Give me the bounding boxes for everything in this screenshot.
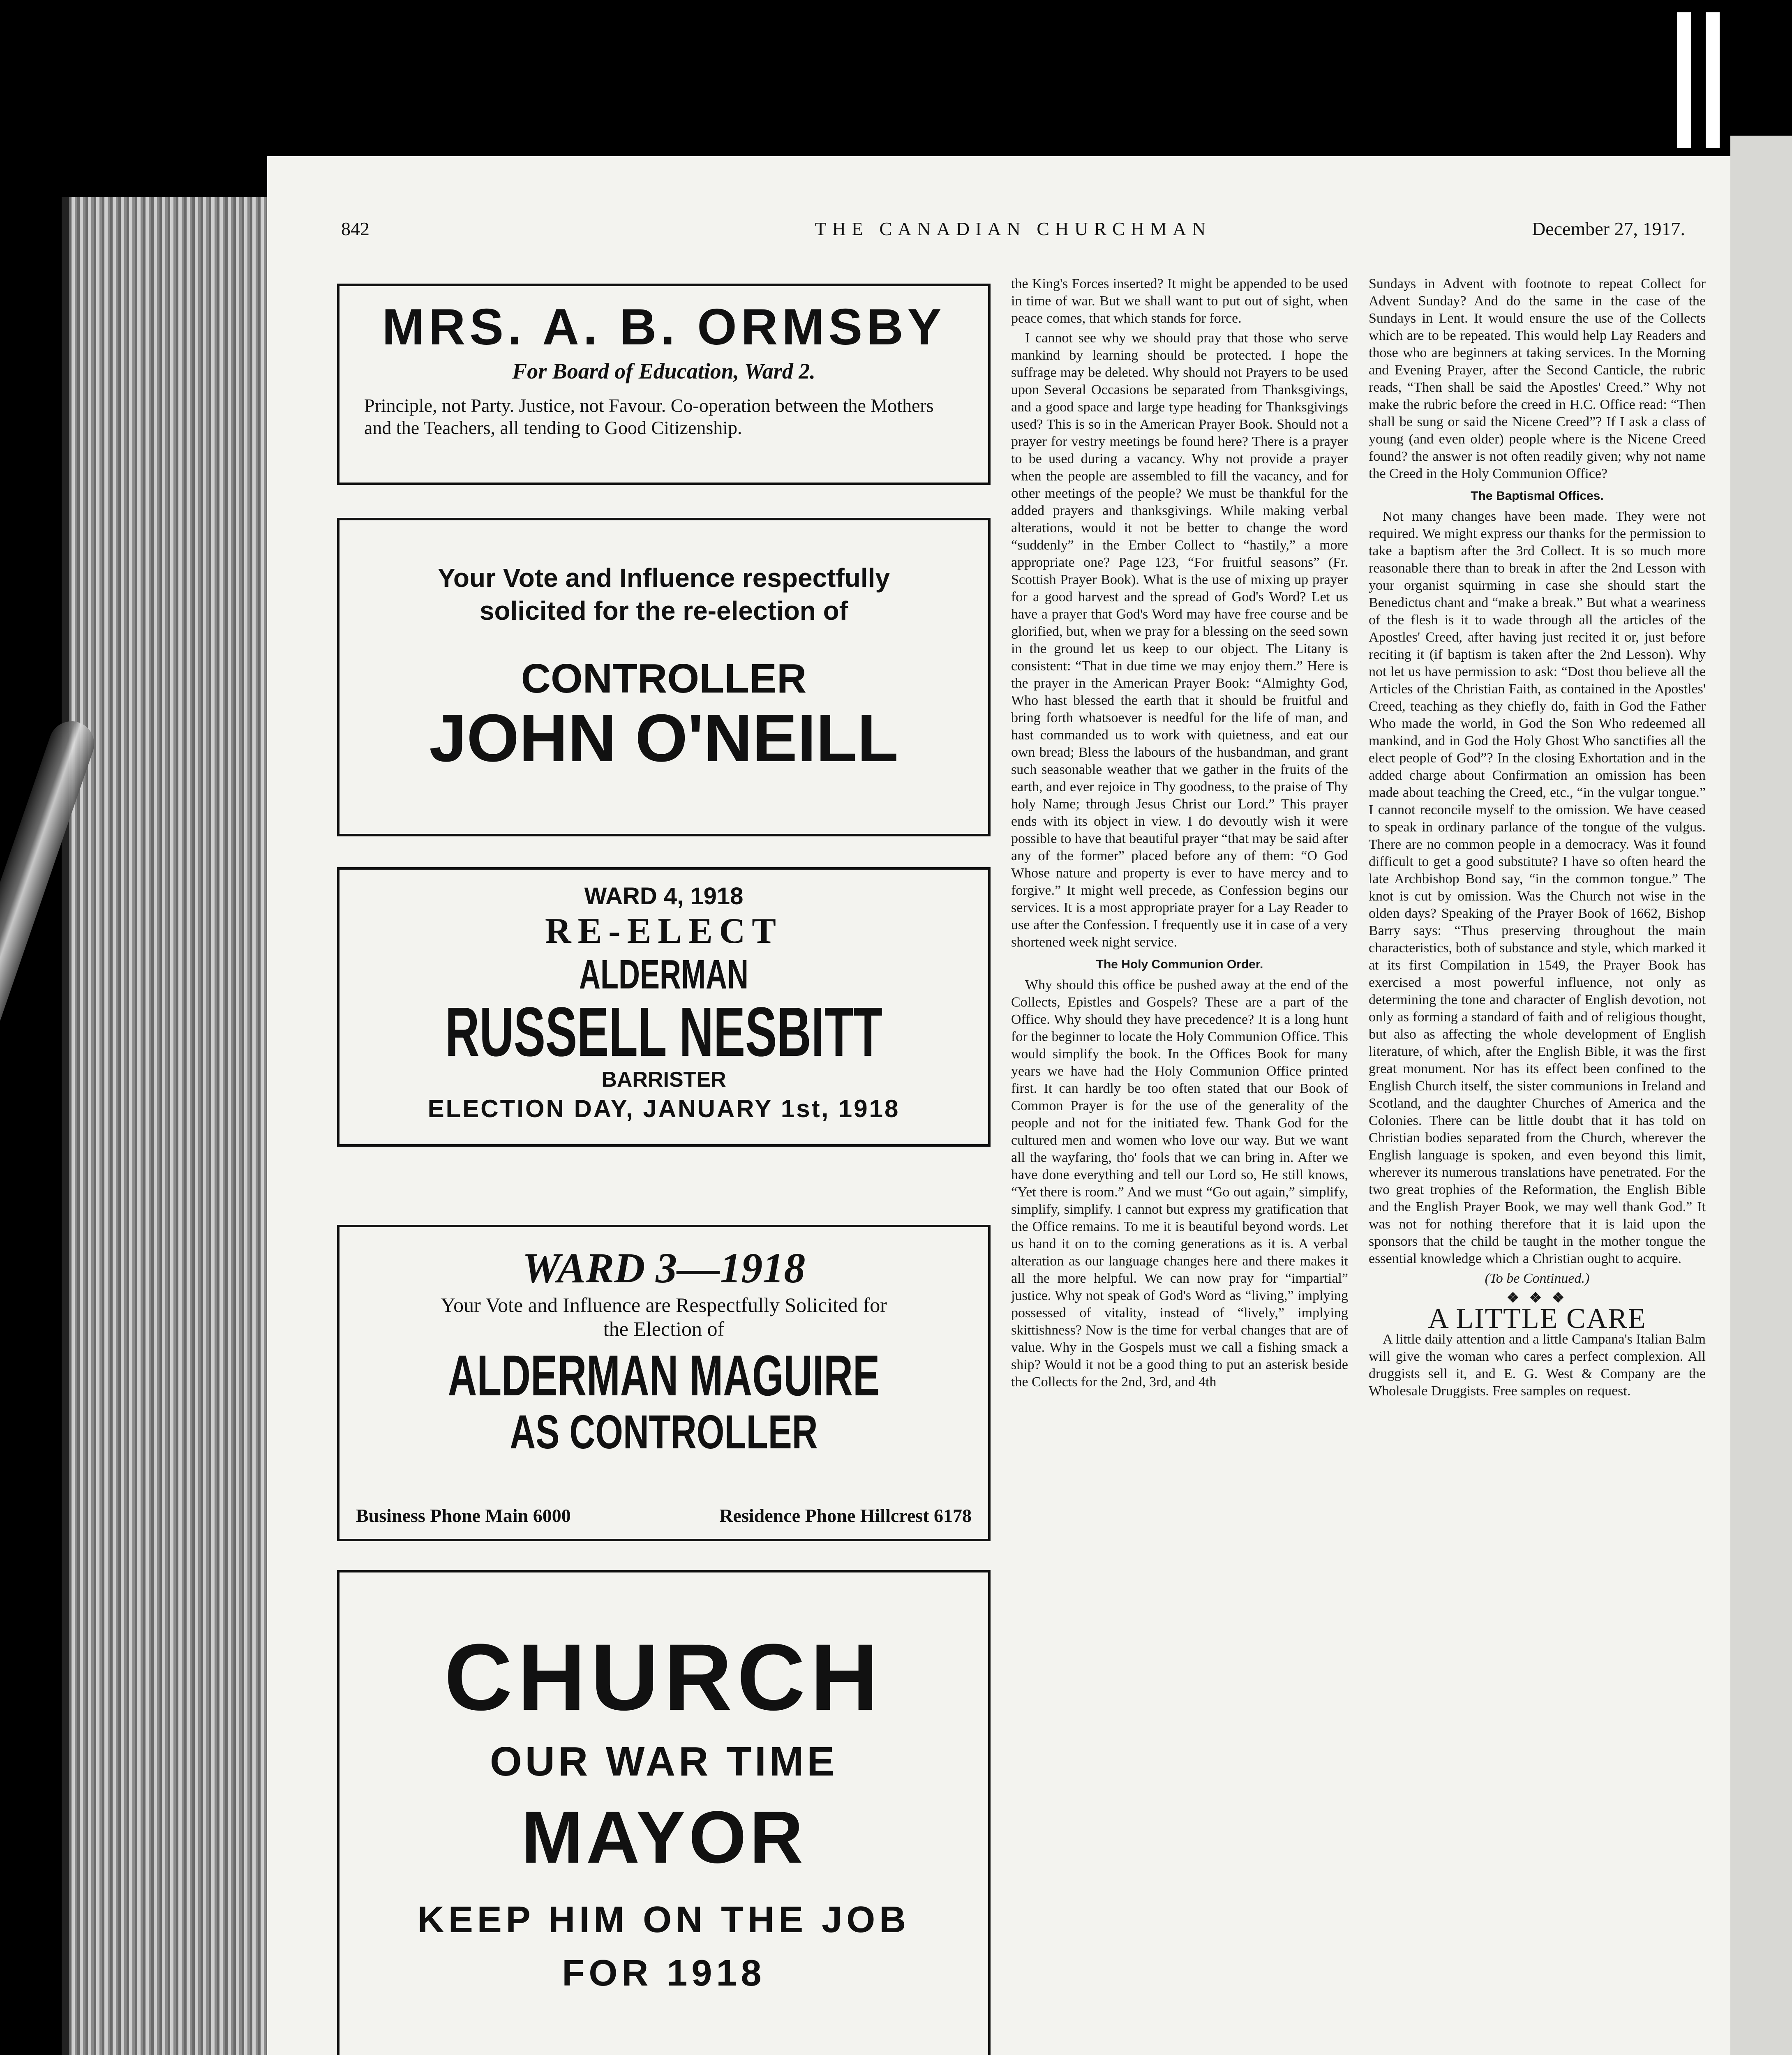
ad-ormsby-name: MRS. A. B. ORMSBY (382, 299, 946, 356)
scanner-bar (1706, 12, 1720, 148)
book-page-edges (62, 197, 275, 2055)
ad-maguire-line1: Your Vote and Influence are Respectfully Solicited for (441, 1293, 887, 1316)
ad-nesbitt-name: RUSSELL NESBITT (445, 993, 883, 1071)
issue-date: December 27, 1917. (1532, 218, 1685, 239)
article-column-2 (1369, 275, 1706, 1402)
page-number: 842 (341, 218, 369, 239)
article-col2-heading: The Baptismal Offices. (1471, 489, 1604, 503)
ad-maguire-line2: the Election of (603, 1317, 725, 1340)
ad-maguire-office: AS CONTROLLER (510, 1405, 818, 1459)
ad-maguire-residence-phone: Residence Phone Hillcrest 6178 (719, 1505, 972, 1526)
ad-oneill-line1: Your Vote and Influence respectfully (437, 563, 890, 593)
article-col1-p3: Why should this office be pushed away at the end of the Collects, Epistles and Gospels? These are a part of the Office. Why should they have precedence? It is a long hunt for the beginner to locate the Holy Communion Office. This would simplify the book. In the Offices Book for many years we have had the Holy Communion Office printed first. It can hardly be too often stated that our Book of Common Prayer is for the use of the generality of the people and not for the initiated few. Thank God for the cultured men and women who love our way. But we want all the wayfaring, tho' fools that we can bring in. After we have done everything and tell our Lord so, He still knows, “Yet there is room.” And we must “Go out again,” simplify, simplify, simplify. I cannot but express my gratification that the Office remains. To me it is beautiful beyond words. Let us hand it on to the coming generations as it is. A verbal alteration as our language changes here and there makes it all the more helpful. We can now pray for “impartial” justice. Why not speak of God's Word as “living,” implying possessed of vitality, instead of “lively,” implying skittishness? Now is the time for verbal changes that are of value. Why in the Gospels must we call a fishing smack a ship? Would it not be a good thing to put an asterisk beside the Collects for the 2nd, 3rd, and 4th (1011, 977, 1348, 1390)
ad-nesbitt-ward: WARD 4, 1918 (584, 883, 744, 910)
ad-church-line1: OUR WAR TIME (490, 1739, 838, 1785)
article-col2-p1: Sundays in Advent with footnote to repeat Collect for Advent Sunday? And do the same in the case of the Sundays in Lent. It would ensure the use of the Collects which are to be repeated. This would help Lay Readers and those who are beginners at taking services. In the Morning and Evening Prayer, after the Second Canticle, the rubric reads, “Then shall be said the Apostles' Creed.” Why not make the rubric before the creed in H.C. Office read: “Then shall be sung or said the Nicene Creed”? If I ask a class of young (and even older) people where is the Nicene Creed found? the answer is not often readily given; why not name the Creed in the Holy Communion Office? (1369, 276, 1706, 481)
ad-nesbitt-profession: BARRISTER (601, 1068, 726, 1092)
ad-oneill-name: JOHN O'NEILL (429, 700, 898, 776)
ad-nesbitt (337, 867, 991, 1147)
ad-nesbitt-election-day: ELECTION DAY, JANUARY 1st, 1918 (427, 1095, 900, 1122)
section-ornament: ❖ ❖ ❖ (1506, 1291, 1568, 1306)
page-header (341, 218, 1685, 242)
ad-church-office: MAYOR (521, 1796, 806, 1879)
ad-oneill-office: CONTROLLER (521, 656, 807, 702)
care-title: A LITTLE CARE (1428, 1303, 1647, 1335)
ad-ormsby-subtitle: For Board of Education, Ward 2. (512, 359, 815, 383)
newspaper-page (267, 156, 1730, 2055)
article-col1-heading: The Holy Communion Order. (1096, 958, 1263, 971)
article-continued: (To be Continued.) (1485, 1271, 1590, 1286)
article-col1-p1: the King's Forces inserted? It might be appended to be used in time of war. But we shall want to put out of sight, when peace comes, that which stands for force. (1011, 276, 1348, 326)
scanner-bar (1677, 12, 1691, 148)
care-body: A little daily attention and a little Campana's Italian Balm will give the woman who cares a perfect complexion. All druggists sell it, and E. G. West & Company are the Wholesale Druggists. Free samples on request. (1369, 1332, 1706, 1399)
ad-church-line3: FOR 1918 (562, 1953, 766, 1994)
ad-nesbitt-office: ALDERMAN (579, 951, 748, 997)
ad-church (337, 1570, 991, 2055)
ad-nesbitt-reelect: RE-ELECT (545, 911, 783, 951)
publication-title: THE CANADIAN CHURCHMAN (815, 218, 1212, 239)
ad-maguire (337, 1225, 991, 1541)
ad-ormsby-body: Principle, not Party. Justice, not Favour. Co-operation between the Mothers and the Teachers, all tending to Good Citizenship. (364, 395, 934, 438)
article-col2-p2: Not many changes have been made. They were not required. We might express our thanks for the permission to take a baptism after the 3rd Collect. It is so much more reasonable there than to break in after the 2nd Lesson with your organist squirming in case she should start the Benedictus chant and “make a break.” But what a weariness of the flesh is it to wade through all the articles of the Apostles' Creed, after having just recited it or, just before reciting it (if baptism is taken after the 2nd Lesson). Why not let us have permission to ask: “Dost thou believe all the Articles of the Christian Faith, as contained in the Apostles' Creed, teaching as they chiefly do, faith in God the Father Who made the world, in God the Son Who redeemed all mankind, and in God the Holy Ghost Who sanctifies all the elect people of God”? In the closing Exhortation and in the added charge about Confirmation an omission has been made about teaching the Creed, etc., “in the vulgar tongue.” I cannot reconcile myself to the omission. We have ceased to speak in ordinary parlance of the tongue of the vulgus. There are no common people in a democracy. Was it found difficult to get a good substitute? I have so often heard the late Archbishop Bond say, “in the common tongue.” The knot is cut by omission. Was the Church not wise in the olden days? Speaking of the Prayer Book of 1662, Bishop Barry says: “Thus preserving throughout the main characteristics, both of substance and style, which marked it at its first Compilation in 1549, the Prayer Book has exercised a most powerful influence, not only as determining the tone and character of English devotion, not only as forming a standard of faith and of religious thought, but also as affecting the whole development of English literature, of which, after the English Bible, it was the first great monument. Nor has its effect been confined to the English Church itself, the sister communions in Ireland and Scotland, and the daughter Churches of America and the Colonies. There can be little doubt that it has told on Christian bodies separated from the Church, wherever the English language is spoken, and even beyond this limit, wherever its numerous translations have penetrated. For the two great trophies of the Reformation, the English Bible and the English Prayer Book, we may well thank God.” It was not for nothing therefore that it is laid upon the sponsors that the child be taught in the mother tongue the essential knowledge which a Christian ought to acquire. (1369, 509, 1706, 1266)
ad-maguire-business-phone: Business Phone Main 6000 (356, 1505, 571, 1526)
ad-oneill (337, 518, 991, 836)
ad-church-name: CHURCH (444, 1624, 884, 1730)
article-column-1 (1011, 275, 1348, 1393)
ad-maguire-name: ALDERMAN MAGUIRE (448, 1343, 880, 1408)
ad-ormsby (337, 284, 991, 485)
ad-church-line2: KEEP HIM ON THE JOB (417, 1899, 910, 1940)
ad-maguire-ward: WARD 3—1918 (522, 1245, 806, 1292)
ad-oneill-line2: solicited for the re-election of (479, 596, 848, 626)
article-col1-p2: I cannot see why we should pray that those who serve mankind by learning should be protected. I hope the suffrage may be deleted. Why should not Prayers to be used upon Several Occasions be separated from Thanksgivings, and a good space and large type heading for Thanksgivings used? This is so in the American Prayer Book. Should not a prayer for vestry meetings be found here? There is a prayer to be used during a vacancy. Why not provide a prayer when the people are assembled to fill the vacancy, and for other meetings of the people? We must be thankful for the added prayers and thanksgivings. While making verbal alterations, would it not be better to change the word “suddenly” in the Ember Collect to “hastily,” a more appropriate one? Page 123, “For fruitful seasons” (Fr. Scottish Prayer Book). What is the use of mixing up prayer for a good harvest and the spread of God's Word? Let us have a prayer that God's Word may have free course and be glorified, but, when we pray for a blessing on the seed sown in the ground let us keep to our object. The Litany is consistent: “That in due time we may enjoy them.” Here is the prayer in the American Prayer Book: “Almighty God, Who hast blessed the earth that it should be fruitful and bring forth whatsoever is needful for the life of man, and hast commanded us to work with quietness, and eat our own bread; Bless the labours of the husbandman, and grant such seasonable weather that we gather in the fruits of the earth, and ever rejoice in Thy goodness, to the praise of Thy holy Name; through Jesus Christ our Lord.” This prayer ends with its object in view. I do devoutly wish it were possible to have that beautiful prayer “that may be said after any of the former” placed before any of them: “O God Whose nature and property is ever to have mercy and to forgive.” It might well precede, as Confession begins our services. It is a most appropriate prayer for a Lay Reader to use after the Confession. I frequently use it in case of a very shortened week night service. (1011, 330, 1348, 950)
next-page-edge (1730, 136, 1792, 2055)
